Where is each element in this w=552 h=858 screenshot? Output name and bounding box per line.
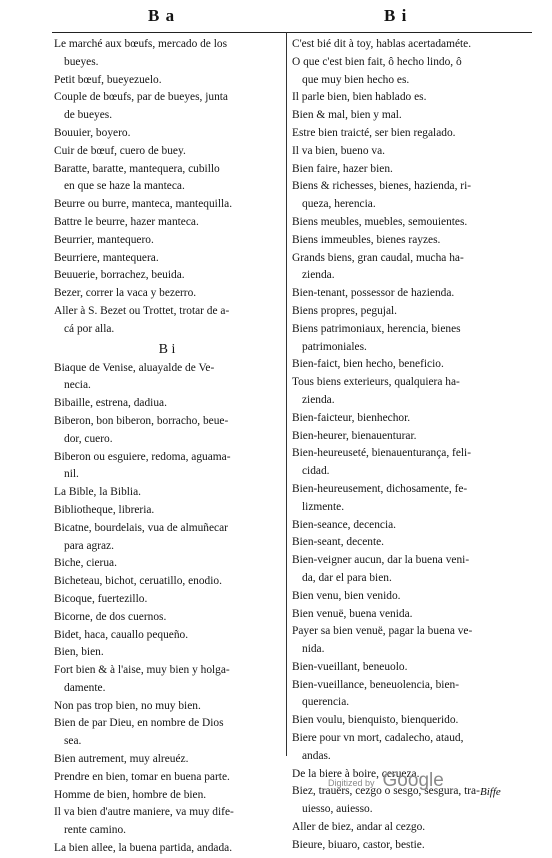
entry-line: Bieure, biuaro, castor, bestie. [292, 838, 425, 851]
entry-line: Beuuerie, borrachez, beuida. [54, 269, 185, 282]
entry-line: Bien-faict, bien hecho, beneficio. [292, 358, 444, 371]
entry-line: damente. [64, 681, 106, 694]
entry-line: Petit bœuf, bueyezuelo. [54, 73, 162, 86]
entry-line: Bouuier, boyero. [54, 126, 131, 139]
entry-line: dor, cuero. [64, 432, 113, 445]
digitized-by-label: Digitized by [328, 778, 375, 788]
entry-line: Bidet, haca, cauallo pequeño. [54, 628, 189, 641]
entry-line: patrimoniales. [302, 340, 367, 353]
google-logo: Google [382, 770, 444, 791]
entry-line: Aller de biez, andar al cezgo. [292, 821, 426, 834]
entry-line: Bien autrement, muy alreuéz. [54, 753, 189, 766]
entry-line: bueyes. [64, 55, 99, 68]
entry-line: Biberon ou esguiere, redoma, aguama- [54, 450, 231, 463]
section-heading: B i [158, 341, 176, 357]
entry-line: de bueyes. [64, 109, 113, 122]
entry-line: Biberon, bon biberon, borracho, beue- [54, 414, 229, 427]
entry-line: Biche, cierua. [54, 557, 117, 570]
entry-line: Bien venuë, buena venida. [292, 607, 413, 620]
entry-line: Bien-tenant, possessor de hazienda. [292, 287, 455, 300]
entry-line: Bicorne, de dos cuernos. [54, 610, 167, 623]
entry-line: Aller à S. Bezet ou Trottet, trotar de a- [54, 304, 230, 317]
entry-line: Biens & richesses, bienes, hazienda, ri- [292, 180, 472, 193]
entry-line: necia. [64, 379, 91, 392]
left-column [54, 36, 280, 858]
entry-line: Bien-veigner aucun, dar la buena veni- [292, 554, 470, 567]
entry-line: Bien-heurer, bienauenturar. [292, 429, 417, 442]
entry-line: cidad. [302, 465, 330, 478]
entry-line: Biens immeubles, bienes rayzes. [292, 233, 441, 246]
entry-line: Non pas trop bien, no muy bien. [54, 699, 201, 712]
entry-line: Bien, bien. [54, 646, 104, 659]
entry-line: Tous biens exterieurs, qualquiera ha- [292, 376, 460, 389]
entry-line: Beurriere, mantequera. [54, 251, 159, 264]
entry-line: O que c'est bien fait, ô hecho lindo, ô [292, 55, 462, 68]
entry-line: Payer sa bien venuë, pagar la buena ve- [292, 625, 473, 638]
entry-line: querencia. [302, 696, 350, 709]
entry-line: en que se haze la manteca. [64, 180, 185, 193]
entry-line: Le marché aux bœufs, mercado de los [54, 38, 228, 50]
entry-line: lizmente. [302, 500, 345, 513]
entry-line: Bien venu, bien venido. [292, 589, 401, 602]
entry-line: Bicatne, bourdelais, vua de almuñecar [54, 521, 228, 534]
entry-line: sea. [64, 735, 82, 748]
running-head-right: B i [384, 6, 408, 25]
entry-line: Fort bien & à l'aise, muy bien y holga- [54, 664, 230, 677]
entry-line: Il va bien d'autre maniere, va muy dife- [54, 806, 234, 819]
entry-line: zienda. [302, 393, 335, 406]
entry-line: para agraz. [64, 539, 114, 552]
entry-line: Bien & mal, bien y mal. [292, 109, 402, 122]
entry-line: Il va bien, bueno va. [292, 144, 385, 157]
digitized-watermark [328, 770, 444, 792]
entry-line: queza, herencia. [302, 198, 376, 211]
entry-line: Bien-heureusement, dichosamente, fe- [292, 482, 468, 495]
entry-line: Bibliotheque, libreria. [54, 503, 155, 516]
right-column [292, 36, 532, 855]
entry-line: La Bible, la Biblia. [54, 486, 141, 499]
entry-line: Bien-seance, decencia. [292, 518, 397, 531]
column-divider [286, 32, 287, 756]
entry-line: Estre bien traicté, ser bien regalado. [292, 126, 456, 139]
entry-line: Grands biens, gran caudal, mucha ha- [292, 251, 464, 264]
entry-line: Bien-heureuseté, bienauenturança, feli- [292, 447, 471, 460]
entry-line: La bien allee, la buena partida, andada. [54, 842, 233, 855]
entry-line: nida. [302, 643, 325, 656]
entry-line: Bien faire, hazer bien. [292, 162, 393, 175]
entry-line: cá por alla. [64, 322, 115, 335]
entry-line: Battre le beurre, hazer manteca. [54, 215, 199, 228]
entry-line: Biaque de Venise, aluayalde de Ve- [54, 361, 215, 374]
entry-line: Prendre en bien, tomar en buena parte. [54, 770, 230, 783]
entry-line: Biens meubles, muebles, semouientes. [292, 215, 468, 228]
entry-line: Bibaille, estrena, dadiua. [54, 397, 167, 410]
header-rule [52, 32, 532, 33]
entry-line: Bien voulu, bienquisto, bienquerido. [292, 714, 459, 727]
entry-line: Bicheteau, bichot, ceruatillo, enodio. [54, 575, 222, 588]
entry-line: Bien-vueillant, beneuolo. [292, 660, 408, 673]
running-head-left: B a [148, 6, 176, 25]
entry-line: zienda. [302, 269, 335, 282]
entry-line: Beurrier, mantequero. [54, 233, 154, 246]
entry-line: Cuir de bœuf, cuero de buey. [54, 144, 186, 157]
entry-line: Bien de par Dieu, en nombre de Dios [54, 717, 224, 730]
entry-line: Biens patrimoniaux, herencia, bienes [292, 322, 461, 335]
entry-line: De la biere à boire, cerueza. [292, 767, 420, 780]
entry-line: rente camino. [64, 824, 126, 837]
entry-line: Baratte, baratte, mantequera, cubillo [54, 162, 220, 175]
entry-line: que muy bien hecho es. [302, 73, 410, 86]
entry-line: Couple de bœufs, par de bueyes, junta [54, 91, 228, 104]
catchword: Biffe [480, 786, 501, 798]
entry-line: Biere pour vn mort, cadalecho, ataud, [292, 732, 464, 745]
entry-line: Il parle bien, bien hablado es. [292, 91, 427, 104]
entry-line: Biens propres, pegujal. [292, 304, 398, 317]
entry-line: C'est bié dit à toy, hablas acertadaméte. [292, 38, 472, 50]
entry-line: andas. [302, 749, 331, 762]
entry-line: Bien-vueillance, beneuolencia, bien- [292, 678, 459, 691]
entry-line: Bicoque, fuertezillo. [54, 592, 148, 605]
entry-line: da, dar el para bien. [302, 571, 392, 584]
entry-line: Bien-faicteur, bienhechor. [292, 411, 411, 424]
entry-line: uiesso, auiesso. [302, 803, 373, 816]
entry-line: Bien-seant, decente. [292, 536, 385, 549]
entry-line: Beurre ou burre, manteca, mantequilla. [54, 198, 233, 211]
entry-line: Biez, trauers, cezgo o sesgo, sesgura, tra- [292, 785, 480, 798]
entry-line: nil. [64, 468, 79, 481]
entry-line: Homme de bien, hombre de bien. [54, 788, 207, 801]
entry-line: Bezer, correr la vaca y bezerro. [54, 287, 197, 300]
